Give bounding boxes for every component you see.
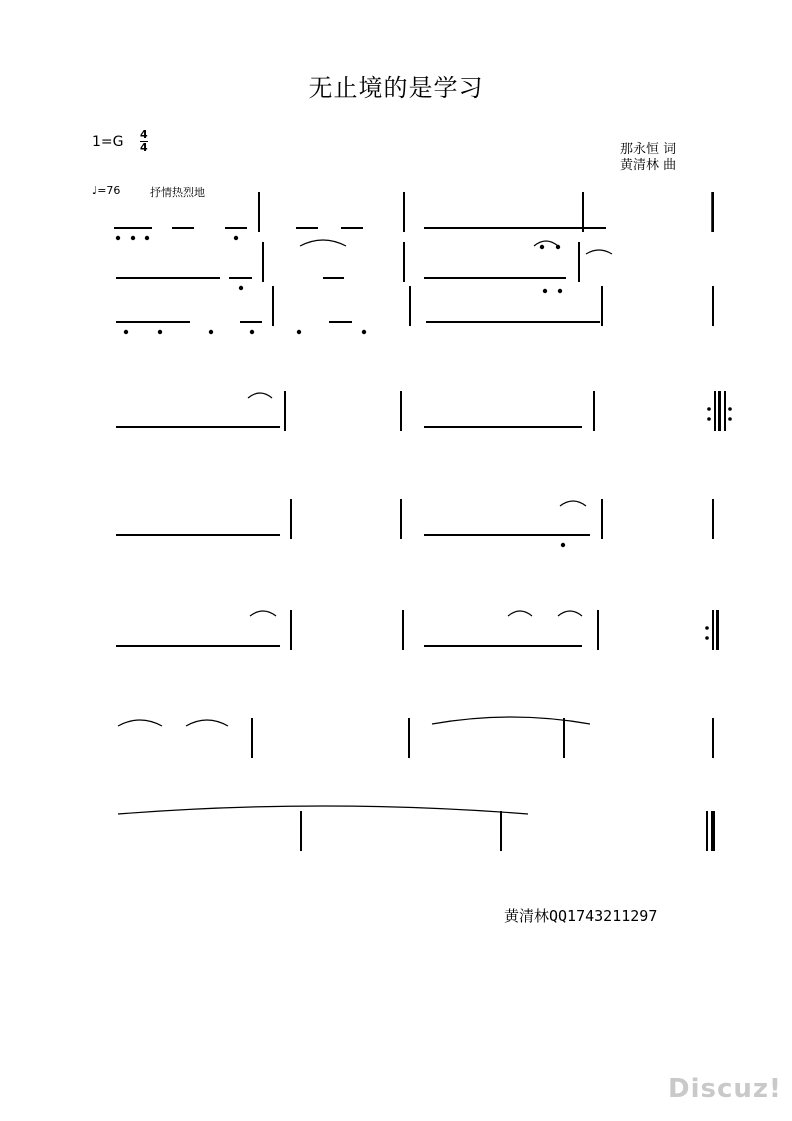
- slur: [508, 611, 532, 616]
- lyricist-credit: 那永恒 词: [620, 142, 677, 157]
- low-octave-dot: [209, 330, 213, 334]
- slur: [300, 240, 346, 246]
- time-signature-bottom: 4: [140, 141, 148, 154]
- repeat-dot: [707, 417, 711, 421]
- high-octave-dot: [558, 289, 562, 293]
- tie: [432, 717, 590, 724]
- slur: [118, 720, 162, 726]
- key-signature: 1=G: [92, 134, 124, 150]
- low-octave-dot: [131, 236, 135, 240]
- slur: [558, 611, 582, 616]
- expression-marking: 抒情热烈地: [150, 186, 205, 199]
- low-octave-dot: [145, 236, 149, 240]
- watermark: Discuz!: [668, 1074, 782, 1104]
- arranger-signature: 黄清林QQ1743211297: [504, 907, 658, 925]
- tempo-marking: ♩=76: [92, 184, 121, 197]
- repeat-dot: [705, 626, 709, 630]
- slur: [248, 393, 272, 398]
- repeat-dot: [728, 407, 732, 411]
- slur: [186, 720, 228, 726]
- slur: [534, 241, 558, 246]
- low-octave-dot: [124, 330, 128, 334]
- repeat-dot: [707, 407, 711, 411]
- high-octave-dot: [543, 289, 547, 293]
- low-octave-dot: [362, 330, 366, 334]
- tie: [118, 806, 528, 814]
- high-octave-dot: [540, 245, 544, 249]
- song-title: 无止境的是学习: [308, 74, 484, 102]
- low-octave-dot: [561, 543, 565, 547]
- low-octave-dot: [116, 236, 120, 240]
- slur: [250, 611, 276, 616]
- time-signature-top: 4: [140, 128, 148, 141]
- repeat-dot: [705, 636, 709, 640]
- composer-credit: 黄清林 曲: [620, 158, 677, 173]
- low-octave-dot: [158, 330, 162, 334]
- low-octave-dot: [297, 330, 301, 334]
- low-octave-dot: [234, 236, 238, 240]
- slur: [560, 501, 586, 506]
- slur: [586, 250, 612, 254]
- low-octave-dot: [250, 330, 254, 334]
- repeat-dot: [728, 417, 732, 421]
- low-octave-dot: [239, 286, 243, 290]
